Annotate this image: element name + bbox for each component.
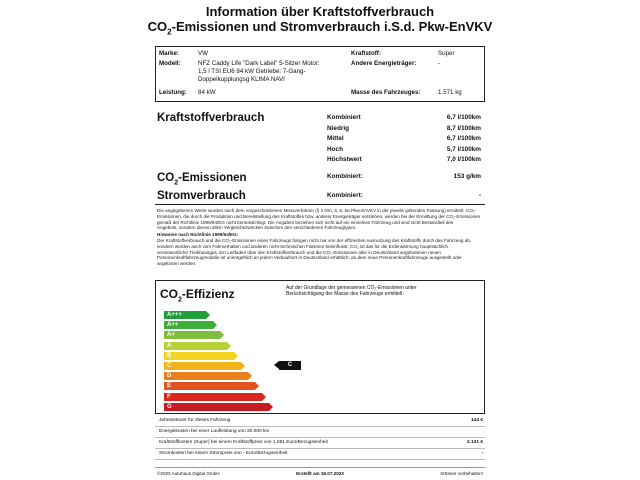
fuel-row-value: 6,7 l/100km — [446, 135, 481, 142]
fuel-row-value: 5,7 l/100km — [446, 145, 481, 153]
strom-value: - — [478, 192, 481, 199]
eff-sub: 2 — [178, 296, 182, 304]
efficiency-class-marker: C — [279, 361, 301, 370]
masse-label: Masse des Fahrzeuges: — [351, 89, 421, 96]
efficiency-note — [286, 285, 466, 297]
cost-row-divider — [155, 437, 485, 438]
co2-sub: 2 — [174, 179, 179, 187]
note-line: angeboten werden. — [157, 261, 197, 267]
cost-row-label: Jahressteuer für dieses Fahrzeug — [159, 418, 231, 423]
hinweis-heading: Hinweise nach Richtlinie 1999/94/EG: — [157, 232, 239, 238]
modell-line1: NFZ Caddy Life "Dark Label" 5-Sitzer Motor: — [198, 60, 320, 67]
eff-note-line2: Berücksichtigung der Masse des Fahrzeugs ermittelt. — [286, 291, 404, 297]
footer-divider — [155, 467, 485, 468]
efficiency-class-bar — [164, 403, 269, 411]
fuel-row-label: Niedrig — [327, 124, 350, 132]
note-line: gemäß der Richtlinie 1999/94/EG nicht berücksichtigt. Die Angaben beziehen sich nicht auf ein einzelnes Fahrzeug und sind nicht Bestandteil des — [157, 219, 454, 225]
efficiency-class-label: E — [167, 383, 172, 390]
leistung-label: Leistung: — [159, 89, 187, 96]
efficiency-class-bar — [164, 311, 206, 319]
co2-section-title — [157, 172, 247, 186]
footer-date: Erstellt am 18.07.2023 — [296, 471, 344, 476]
cost-row-label: Energiekosten bei einer Laufleistung von 20.000 km — [159, 429, 270, 434]
masse-value: 1.571 kg — [438, 89, 462, 96]
strom-label: Kombiniert: — [327, 192, 363, 199]
bar-arrow-tip — [255, 382, 259, 390]
modell-line3: Doppelkupplungsg KLIMA NAVI — [198, 76, 285, 83]
bar-arrow-tip — [248, 372, 252, 380]
fuel-row-value: 8,7 l/100km — [446, 124, 481, 132]
notes-paragraph-1 — [157, 208, 487, 267]
note-line: Die angegebenen Werte wurden nach dem vorgeschriebenen Messverfahren (§ 2 Nrn. 5, 6, 6a Pkw-EnVKV in der jeweils geltenden Fassung) ermittelt. CO₂- — [157, 208, 477, 213]
marke-label: Marke: — [159, 50, 179, 57]
bar-arrow-tip — [220, 331, 224, 339]
co2-prefix: CO — [157, 172, 175, 184]
efficiency-class-bar — [164, 372, 248, 380]
energietraeger-label: Andere Energieträger: — [351, 60, 417, 67]
fuel-section-title: Kraftstoffverbrauch — [157, 112, 265, 124]
modell-label: Modell: — [159, 60, 181, 67]
note-line: Der Kraftstoffverbrauch und die CO₂-Emissionen eines Fahrzeugs hängen nicht nur von der effizienten Ausnutzung des Kraftstoffs durch das Fahrzeug ab, — [157, 237, 472, 243]
fuel-row-label: Kombiniert — [327, 114, 361, 121]
divider — [155, 204, 485, 205]
kraftstoff-value: Super — [438, 50, 455, 57]
efficiency-class-bar — [164, 331, 220, 339]
eff-suffix: -Effizienz — [181, 287, 235, 301]
efficiency-class-label: D — [167, 373, 172, 380]
bar-arrow-tip — [234, 352, 238, 360]
kraftstoff-label: Kraftstoff: — [351, 50, 381, 57]
fuel-row-value: 7,0 l/100km — [446, 156, 481, 163]
efficiency-box — [155, 280, 485, 414]
note-line: Angebots, sondern dienen allein Vergleichszwecken zwischen den verschiedenen Fahrzeugtypen. — [157, 225, 357, 231]
eff-prefix: CO — [160, 287, 178, 301]
cost-row-divider — [155, 459, 485, 460]
fuel-row-label: Mittel — [327, 135, 344, 142]
co2-suffix: -Emissionen — [178, 172, 247, 184]
page-subtitle — [143, 19, 497, 37]
bar-arrow-tip — [213, 321, 217, 329]
eff-note-line1: Auf der Grundlage der gemessenen CO₂-Emissionen unter — [286, 285, 417, 291]
fuel-row-label: Hoch — [327, 145, 343, 153]
cost-row-divider — [155, 448, 485, 449]
note-line: Personenkraftfahrzeugmodelle ist unentgeltlich an jedem Verkaufsort in Deutschland erhältlich, an dem neue Personenkraftfahrzeuge ausgestellt oder — [157, 255, 462, 261]
efficiency-class-bar — [164, 393, 262, 401]
cost-row-value: 2.131 € — [466, 440, 483, 445]
marke-value: VW — [198, 50, 208, 57]
vehicle-data-box — [155, 46, 485, 102]
efficiency-class-label: F — [167, 393, 171, 400]
cost-row-divider — [155, 426, 485, 427]
efficiency-title — [160, 287, 235, 303]
energietraeger-value: - — [438, 60, 441, 67]
cost-row-label: Kraftstoffkosten (Super) bei einem Kraftstoffpreis von 1,591 Euro/Bezugseinheit — [159, 440, 328, 445]
efficiency-class-bar — [164, 342, 227, 350]
footer-disclaimer: Irrtümer vorbehalten! — [440, 471, 483, 476]
cost-row-value: 144 € — [470, 418, 483, 423]
subtitle-co: CO — [147, 19, 168, 34]
page-title: Information über Kraftstoffverbrauch — [205, 4, 435, 19]
bar-arrow-tip — [241, 362, 245, 370]
efficiency-class-bar — [164, 352, 234, 360]
fuel-row-value: 6,7 l/100km — [446, 114, 481, 121]
efficiency-class-label: A+++ — [167, 312, 182, 318]
cost-row-value: - — [481, 451, 483, 456]
efficiency-class-label: A++ — [167, 322, 179, 329]
efficiency-class-label: A — [167, 342, 172, 349]
bar-arrow-tip — [206, 311, 210, 319]
efficiency-class-bar — [164, 321, 213, 329]
footer-copyright: ©2023 Autohaus Digital GmbH — [157, 471, 220, 476]
note-line: verantwortliche Treibhausgas. Ein Leitfaden über den Kraftstoffverbrauch und die CO₂-Emissionen aller in Deutschland angebotenen neuen — [157, 249, 441, 255]
modell-line2: 1,5 l TSI EU6 84 kW Getriebe: 7-Gang- — [198, 68, 306, 75]
subtitle-rest: -Emissionen und Stromverbrauch i.S.d. Pkw-EnVKV — [171, 19, 493, 34]
envkv-label — [143, 0, 497, 480]
note-line: sondern werden auch vom Fahrverhalten und anderen nicht-technischen Faktoren beeinflusst. CO₂ ist das für die Erderwärmung hauptsächlich — [157, 243, 449, 249]
leistung-value: 84 kW — [198, 89, 216, 96]
efficiency-class-label: G — [167, 403, 172, 410]
efficiency-class-label: B — [167, 352, 172, 359]
bar-arrow-tip — [269, 403, 273, 411]
cost-row-label: Stromkosten bei einem Strompreis von - Euro/Bezugseinheit — [159, 451, 288, 456]
bar-arrow-tip — [262, 393, 266, 401]
efficiency-class-bar — [164, 362, 241, 370]
subtitle-sub: 2 — [167, 27, 172, 37]
efficiency-class-bar — [164, 382, 255, 390]
efficiency-class-label: A+ — [167, 332, 175, 339]
note-line: Emissionen, die durch die Produktion und Bereitstellung des Kraftstoffes bzw. anderer Energieträger entstehen, werden bei der Ermittlung der CO₂-Emissionen — [157, 213, 481, 219]
fuel-row-label: Höchstwert — [327, 156, 362, 163]
co2-value: 153 g/km — [453, 173, 481, 180]
co2-label: Kombiniert: — [327, 173, 363, 180]
efficiency-class-label: C — [167, 363, 172, 369]
bar-arrow-tip — [227, 342, 231, 350]
strom-section-title: Stromverbrauch — [157, 190, 246, 202]
